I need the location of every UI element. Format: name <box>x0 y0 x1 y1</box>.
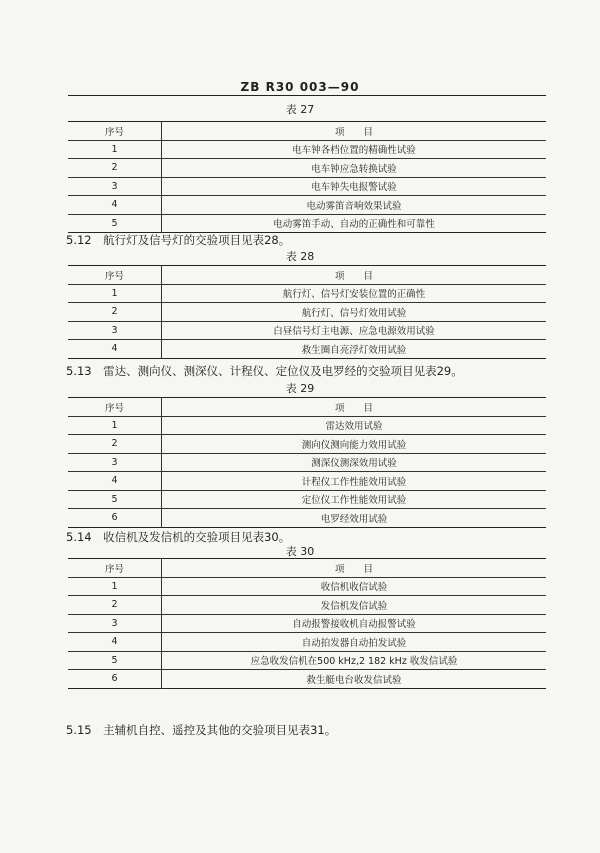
paragraph-5-15: 5.15 主辅机自控、遥控及其他的交验项目见表31。 <box>66 723 337 737</box>
row-item: 计程仪工作性能效用试验 <box>162 472 547 491</box>
table-27 <box>68 121 546 233</box>
table-row <box>68 416 546 435</box>
row-item: 电罗经效用试验 <box>162 509 547 528</box>
row-number: 5 <box>68 214 162 233</box>
col-header-item: 项 目 <box>334 402 373 414</box>
col-header-item: 项 目 <box>334 126 373 138</box>
row-item: 电车钟应急转换试验 <box>162 159 547 178</box>
table-row <box>68 453 546 472</box>
col-header-no: 序号 <box>68 398 162 417</box>
table-row <box>68 284 546 303</box>
table-row <box>68 340 546 359</box>
table-row <box>68 321 546 340</box>
row-number: 3 <box>68 177 162 196</box>
row-number: 2 <box>68 303 162 322</box>
table-header-row <box>68 559 546 578</box>
row-item: 电动雾笛手动、自动的正确性和可靠性 <box>162 214 547 233</box>
row-item: 自动报警接收机自动报警试验 <box>162 614 547 633</box>
document-header: ZB R30 003—90 <box>240 80 360 94</box>
row-item: 救生艇电台收发信试验 <box>162 670 547 689</box>
row-number: 5 <box>68 651 162 670</box>
row-item: 救生圈自亮浮灯效用试验 <box>162 340 547 359</box>
row-number: 5 <box>68 490 162 509</box>
table-row <box>68 614 546 633</box>
header-rule <box>68 95 546 96</box>
table-row <box>68 435 546 454</box>
paragraph-5-14: 5.14 收信机及发信机的交验项目见表30。 <box>66 530 291 544</box>
table-row <box>68 490 546 509</box>
table-30 <box>68 558 546 689</box>
table-row <box>68 509 546 528</box>
row-number: 4 <box>68 340 162 359</box>
row-number: 2 <box>68 596 162 615</box>
row-item: 测深仪测深效用试验 <box>162 453 547 472</box>
row-number: 1 <box>68 577 162 596</box>
row-number: 3 <box>68 321 162 340</box>
paragraph-5-13: 5.13 雷达、测向仪、测深仪、计程仪、定位仪及电罗经的交验项目见表29。 <box>66 364 463 378</box>
row-number: 6 <box>68 670 162 689</box>
row-item: 自动拍发器自动拍发试验 <box>162 633 547 652</box>
table-row <box>68 596 546 615</box>
table-28-caption: 表 28 <box>285 250 315 263</box>
row-number: 4 <box>68 196 162 215</box>
row-number: 3 <box>68 453 162 472</box>
row-item: 测向仪测向能力效用试验 <box>162 435 547 454</box>
row-number: 2 <box>68 435 162 454</box>
table-row <box>68 651 546 670</box>
row-item: 电车钟各档位置的精确性试验 <box>162 140 547 159</box>
table-27-caption: 表 27 <box>285 103 315 116</box>
table-row <box>68 670 546 689</box>
paragraph-5-12: 5.12 航行灯及信号灯的交验项目见表28。 <box>66 233 291 247</box>
table-row <box>68 140 546 159</box>
table-header-row <box>68 398 546 417</box>
table-row <box>68 472 546 491</box>
row-number: 1 <box>68 416 162 435</box>
row-item: 发信机发信试验 <box>162 596 547 615</box>
col-header-no: 序号 <box>68 559 162 578</box>
row-item: 白昼信号灯主电源、应急电源效用试验 <box>162 321 547 340</box>
table-row <box>68 303 546 322</box>
row-number: 1 <box>68 140 162 159</box>
row-number: 2 <box>68 159 162 178</box>
row-number: 1 <box>68 284 162 303</box>
row-number: 4 <box>68 472 162 491</box>
row-item: 收信机收信试验 <box>162 577 547 596</box>
row-item: 雷达效用试验 <box>162 416 547 435</box>
table-row <box>68 177 546 196</box>
table-row <box>68 633 546 652</box>
table-row <box>68 214 546 233</box>
row-item: 航行灯、信号灯安装位置的正确性 <box>162 284 547 303</box>
table-header-row <box>68 266 546 285</box>
col-header-item: 项 目 <box>334 563 373 575</box>
table-29-caption: 表 29 <box>285 382 315 395</box>
table-row <box>68 159 546 178</box>
table-header-row <box>68 122 546 141</box>
row-number: 6 <box>68 509 162 528</box>
table-29 <box>68 397 546 528</box>
col-header-item: 项 目 <box>334 270 373 282</box>
row-item: 航行灯、信号灯效用试验 <box>162 303 547 322</box>
table-row <box>68 196 546 215</box>
row-item: 应急收发信机在500 kHz,2 182 kHz 收发信试验 <box>162 651 547 670</box>
table-28 <box>68 265 546 359</box>
row-item: 电车钟失电报警试验 <box>162 177 547 196</box>
row-item: 定位仪工作性能效用试验 <box>162 490 547 509</box>
row-number: 3 <box>68 614 162 633</box>
table-30-caption: 表 30 <box>285 545 315 558</box>
row-number: 4 <box>68 633 162 652</box>
col-header-no: 序号 <box>68 122 162 141</box>
table-row <box>68 577 546 596</box>
row-item: 电动雾笛音响效果试验 <box>162 196 547 215</box>
col-header-no: 序号 <box>68 266 162 285</box>
